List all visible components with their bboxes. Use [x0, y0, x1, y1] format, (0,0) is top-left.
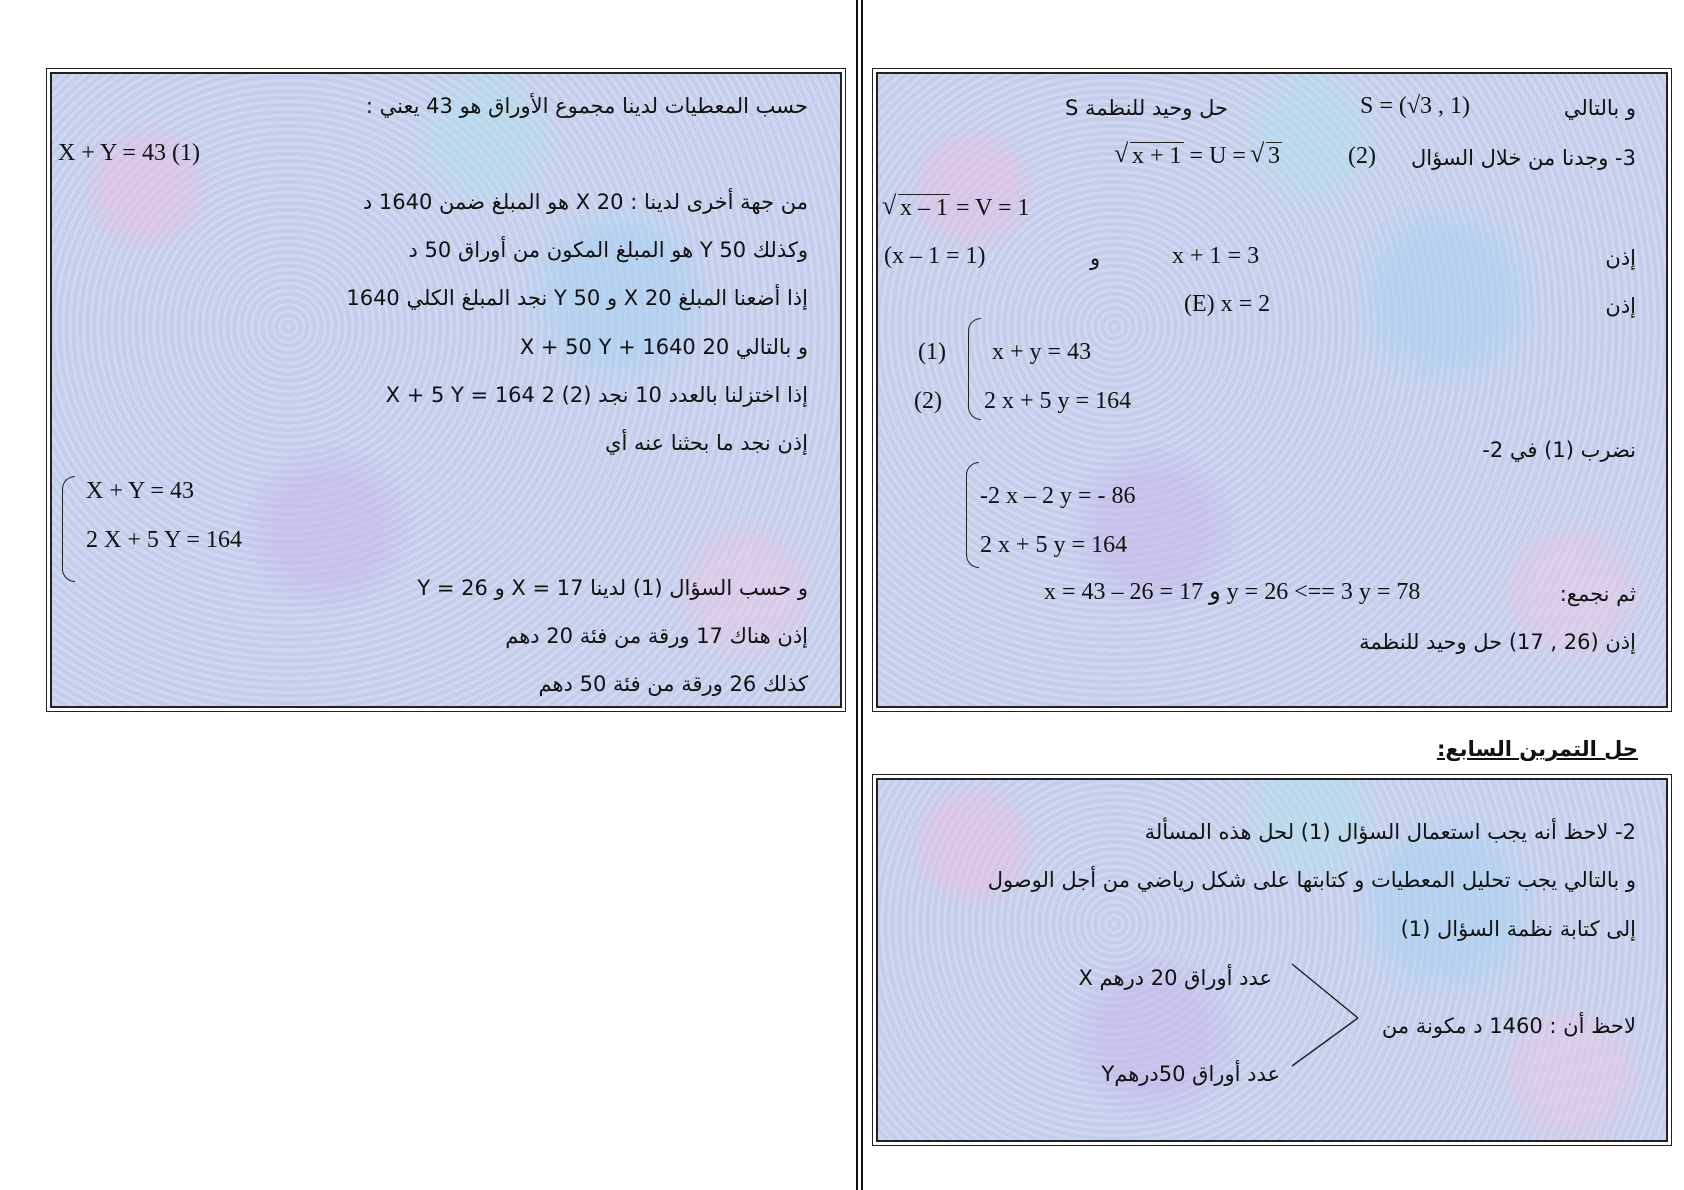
right-line-8: إذن (26 , 17) حل وحيد للنظمة	[1359, 630, 1636, 654]
right-line-2-ref: (2)	[1348, 143, 1376, 169]
exercise-seven-heading: حل التمرين السابع:	[1436, 737, 1638, 761]
exercise-seven-panel	[876, 778, 1668, 1142]
system-2-eq-1: -2 x – 2 y = - 86	[980, 483, 1136, 509]
sqrt-x-minus-1	[884, 194, 950, 222]
left-line-8: إذن نجد ما بحثنا عنه أي	[605, 431, 808, 455]
left-line-6: و بالتالي 20 X + 50 Y + 1640	[519, 335, 808, 359]
right-line-6: نضرب (1) في 2-	[1482, 438, 1636, 462]
left-line-11: كذلك 26 ورقة من فئة 50 دهم	[538, 672, 808, 696]
right-line-1-solution: S = (√3 , 1)	[1360, 93, 1471, 119]
equals-u: = U =	[1189, 143, 1246, 169]
right-line-4-and: و	[1090, 246, 1101, 270]
right-line-4-ithan: إذن	[1605, 246, 1636, 270]
system-2-eq-2: 2 x + 5 y = 164	[980, 532, 1128, 558]
exercise-line-1: 2- لاحظ أنه يجب استعمال السؤال (1) لحل هذه المسألة	[1144, 820, 1636, 844]
system-1-brace	[968, 318, 981, 420]
left-solution-panel	[50, 72, 842, 708]
left-line-5: إذا أضعنا المبلغ X 20 و Y 50 نجد المبلغ الكلي 1640	[346, 286, 808, 310]
sqrt-3	[1252, 142, 1282, 170]
right-line-2-text: 3- وجدنا من خلال السؤال	[1411, 146, 1636, 170]
exercise-y-note: Yعدد أوراق 50درهم	[1101, 1062, 1280, 1086]
left-line-1: حسب المعطيات لدينا مجموع الأوراق هو 43 يعني :	[365, 94, 808, 118]
left-system-eq-1: X + Y = 43	[86, 478, 194, 504]
page-divider-left	[856, 0, 858, 1190]
page-divider-right	[861, 0, 863, 1190]
right-line-3-formula	[884, 194, 1030, 222]
exercise-line-3: إلى كتابة نظمة السؤال (1)	[1400, 917, 1636, 941]
left-line-10: إذن هناك 17 ورقة من فئة 20 دهم	[505, 624, 808, 648]
right-line-1-text: و بالتالي	[1563, 96, 1636, 120]
left-line-7: إذا اختزلنا بالعدد 10 نجد (2) 2 X + 5 Y = 164	[385, 383, 808, 407]
system-2-brace	[966, 462, 979, 568]
exercise-bracket-lines	[878, 780, 1670, 1144]
bracket-line-upper	[1292, 964, 1358, 1018]
exercise-x-note: X عدد أوراق 20 درهم	[1078, 966, 1272, 990]
radicand-x-minus-1: x – 1	[900, 195, 948, 221]
right-line-5-eq: (E) x = 2	[1184, 291, 1271, 317]
left-line-4: وكذلك Y 50 هو المبلغ المكون من أوراق 50 د	[408, 238, 808, 262]
right-line-4-eq2: (x – 1 = 1)	[884, 243, 986, 269]
equals-v: = V = 1	[956, 195, 1030, 221]
radicand-x-plus-1: x + 1	[1132, 143, 1182, 169]
left-system-eq-2: 2 X + 5 Y = 164	[86, 527, 242, 553]
exercise-composition: لاحظ أن : 1460 د مكونة من	[1381, 1014, 1636, 1038]
left-line-9: و حسب السؤال (1) لدينا X = 17 و Y = 26	[417, 576, 808, 600]
system-1-label-2: (2)	[914, 388, 942, 414]
left-line-3: من جهة أخرى لدينا : X 20 هو المبلغ ضمن 1640 د	[362, 190, 808, 214]
right-line-4-eq1: x + 1 = 3	[1172, 243, 1260, 269]
right-line-5-ithan: إذن	[1605, 294, 1636, 318]
right-line-7-eq: x = 43 – 26 = 17 و y = 26 <== 3 y = 78	[1044, 579, 1421, 605]
exercise-line-2: و بالتالي يجب تحليل المعطيات و كتابتها على شكل رياضي من أجل الوصول	[987, 868, 1636, 892]
system-1-eq-2: 2 x + 5 y = 164	[984, 388, 1132, 414]
system-1-eq-1: x + y = 43	[992, 339, 1092, 365]
radicand-3: 3	[1267, 143, 1280, 169]
system-1-label-1: (1)	[918, 339, 946, 365]
right-line-7-label: ثم نجمع:	[1559, 582, 1636, 606]
left-equation-1: X + Y = 43 (1)	[58, 140, 200, 166]
bracket-line-lower	[1292, 1018, 1358, 1066]
right-line-1-suffix: حل وحيد للنظمة S	[1064, 96, 1228, 120]
left-system-brace	[62, 476, 75, 582]
right-line-2-formula	[1116, 142, 1282, 170]
sqrt-x-plus-1	[1116, 142, 1184, 170]
right-solution-panel	[876, 72, 1668, 708]
